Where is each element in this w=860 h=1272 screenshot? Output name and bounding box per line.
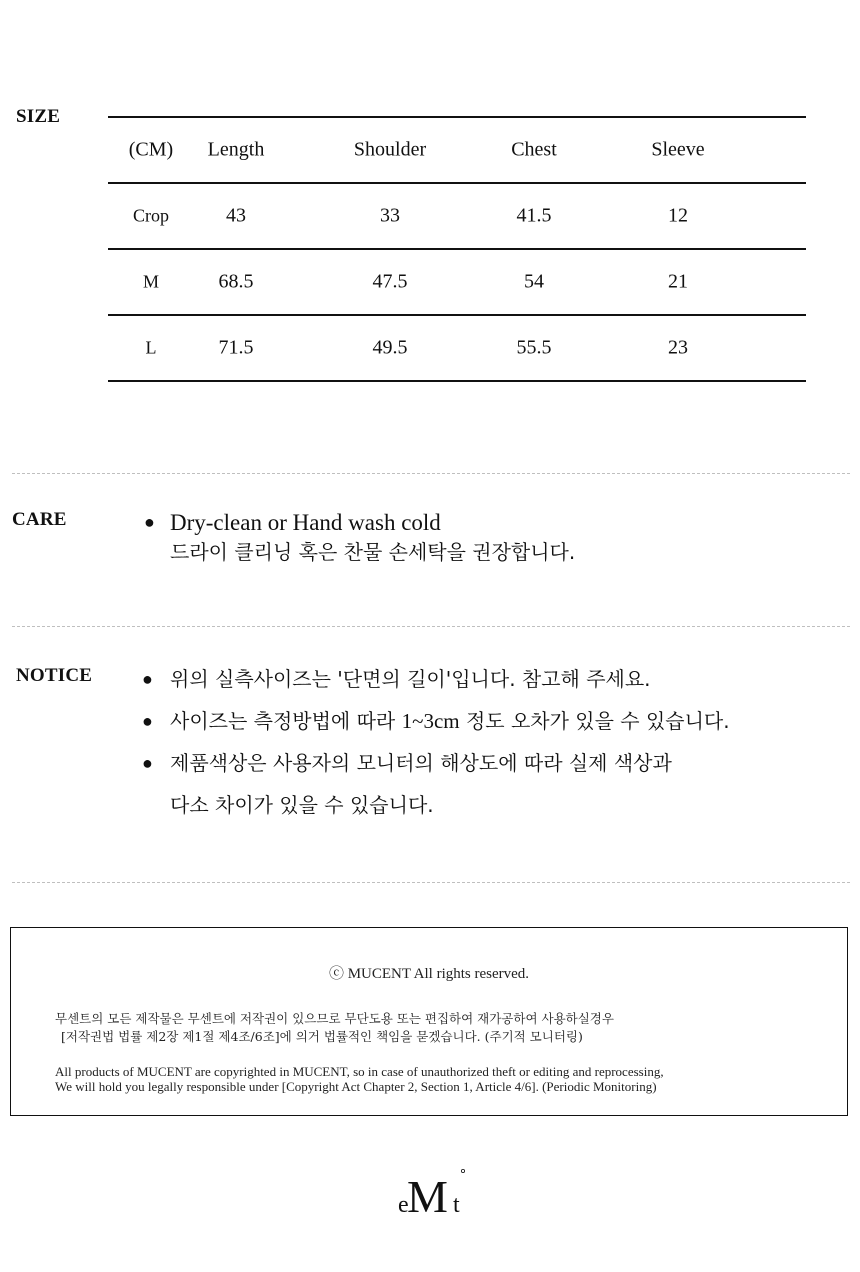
table-cell: 21 — [668, 270, 688, 293]
table-cell: 41.5 — [516, 204, 552, 227]
mucent-logo-icon — [396, 1168, 468, 1218]
notice-item-text: 정도 오차가 있을 수 있습니다. — [459, 709, 730, 733]
copyright-english — [55, 1064, 664, 1094]
table-cell: 71.5 — [218, 336, 254, 359]
copyright-en-line: All products of MUCENT are copyrighted in MUCENT, so in case of unauthorized theft or editing and reprocessing, — [55, 1064, 664, 1079]
notice-item-text: 제품색상은 사용자의 모니터의 해상도에 따라 실제 색상과 — [170, 751, 672, 775]
list-item — [142, 658, 730, 700]
section-divider — [12, 473, 850, 474]
table-cell: 55.5 — [516, 336, 552, 359]
list-item-continuation — [142, 784, 730, 826]
table-cell: 43 — [226, 204, 246, 227]
size-table-header — [108, 116, 806, 184]
bullet-icon: ● — [142, 711, 153, 731]
care-text — [170, 508, 575, 566]
copyright-korean — [55, 1010, 614, 1046]
column-header-length: Length — [207, 138, 265, 161]
notice-item-text: 위의 실측사이즈는 '단면의 길이'입니다. 참고해 주세요. — [170, 667, 651, 691]
row-label-m: M — [142, 271, 160, 292]
column-header-sleeve: Sleeve — [651, 138, 705, 161]
notice-item-text: 다소 차이가 있을 수 있습니다. — [170, 793, 434, 817]
care-line-kr: 드라이 클리닝 혹은 찬물 손세탁을 권장합니다. — [170, 540, 576, 564]
section-divider — [12, 882, 850, 883]
copyright-kr-line: [저작권법 법률 제2장 제1절 제4조/6조]에 의거 법률적인 책임을 묻겠습니다. (주기적 모니터링) — [61, 1029, 583, 1044]
logo-letter-e: e — [398, 1192, 409, 1218]
table-cell: 23 — [668, 336, 688, 359]
table-row — [108, 316, 806, 382]
notice-section-label: NOTICE — [16, 665, 93, 686]
list-item — [142, 700, 730, 742]
table-cell: 47.5 — [372, 270, 408, 293]
notice-list — [142, 658, 730, 826]
table-cell: 68.5 — [218, 270, 254, 293]
copyright-title: ⓒ MUCENT All rights reserved. — [328, 966, 530, 982]
logo-dot-icon — [461, 1169, 464, 1172]
table-cell: 54 — [524, 270, 544, 293]
list-item — [142, 742, 730, 784]
section-divider — [12, 626, 850, 627]
notice-item-text: 1~3cm — [401, 709, 460, 733]
table-cell: 49.5 — [372, 336, 408, 359]
bullet-icon: ● — [144, 512, 155, 532]
bullet-icon: ● — [142, 753, 153, 773]
row-label-l: L — [145, 337, 157, 358]
copyright-kr-line: 무센트의 모든 제작물은 무센트에 저작권이 있으므로 무단도용 또는 편집하여 재가공하여 사용하실경우 — [55, 1011, 614, 1026]
column-header-chest: Chest — [511, 138, 557, 161]
bullet-icon: ● — [142, 669, 153, 689]
care-line-en: Dry-clean or Hand wash cold — [170, 510, 441, 535]
table-row — [108, 184, 806, 250]
row-label-crop: Crop — [133, 205, 169, 226]
copyright-box — [10, 927, 848, 1116]
logo-letter-m: M — [407, 1171, 448, 1218]
copyright-en-line: We will hold you legally responsible under [Copyright Act Chapter 2, Section 1, Article 4/6]. (Periodic Monitoring) — [55, 1079, 657, 1094]
size-table — [108, 116, 806, 382]
care-section-label: CARE — [12, 509, 67, 530]
notice-item-text: 사이즈는 측정방법에 따라 — [170, 709, 402, 733]
table-row — [108, 250, 806, 316]
column-header-shoulder: Shoulder — [353, 138, 427, 161]
table-cell: 12 — [668, 204, 688, 227]
column-header-unit: (CM) — [128, 138, 174, 161]
size-section-label: SIZE — [16, 106, 61, 127]
logo-letter-t: t — [453, 1192, 460, 1218]
table-cell: 33 — [380, 204, 400, 227]
